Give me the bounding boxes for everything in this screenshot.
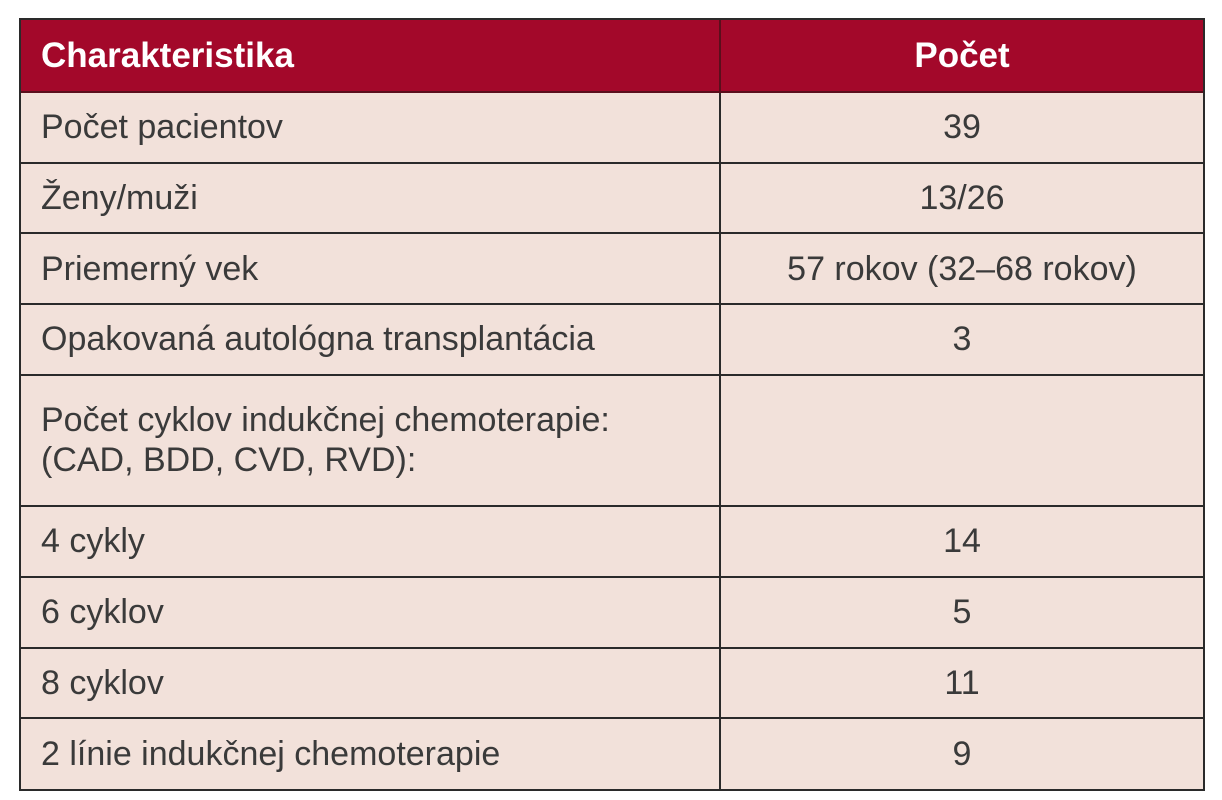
row-value: 3 [720,304,1203,375]
row-value: 14 [720,506,1203,577]
table-row [21,577,1203,648]
row-label: 8 cyklov [21,648,720,719]
table-header [21,20,1203,92]
row-label: 2 línie indukčnej chemoterapie [21,718,720,789]
row-label-multiline [21,375,720,506]
table-body [21,92,1203,789]
table-row [21,506,1203,577]
header-characteristic: Charakteristika [21,20,720,92]
header-row [21,20,1203,92]
row-label: Ženy/muži [21,163,720,234]
row-label: 6 cyklov [21,577,720,648]
header-count: Počet [720,20,1203,92]
table-row [21,233,1203,304]
row-label: Počet pacientov [21,92,720,163]
row-label: Opakovaná autológna transplantácia [21,304,720,375]
table-row [21,163,1203,234]
row-value: 39 [720,92,1203,163]
row-value: 9 [952,735,972,774]
table-row [21,92,1203,163]
row-value: 57 rokov (32–68 rokov) [720,233,1203,304]
row-value: 11 [720,648,1203,719]
row-label-line-1: Počet cyklov indukčnej chemoterapie: [41,401,610,440]
patient-characteristics-table [21,20,1203,789]
table-row [21,718,1203,789]
row-value-empty [720,375,1203,506]
table-row [21,648,1203,719]
row-value: 5 [720,577,1203,648]
patient-characteristics-table-frame [19,18,1205,791]
row-label: 4 cykly [21,506,720,577]
table-row [21,304,1203,375]
row-value: 13/26 [720,163,1203,234]
table-row [21,375,1203,506]
row-label-line-2: (CAD, BDD, CVD, RVD): [41,441,417,480]
row-label: Priemerný vek [21,233,720,304]
